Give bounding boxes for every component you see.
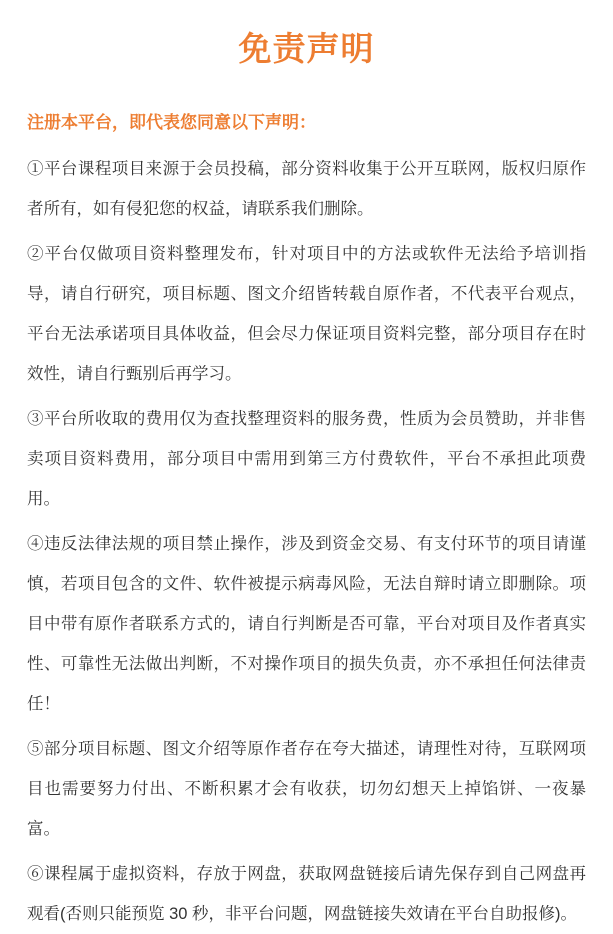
disclaimer-item-3: ③平台所收取的费用仅为查找整理资料的服务费，性质为会员赞助，并非售卖项目资料费用，部分项目中需用到第三方付费软件，平台不承担此项费用。 (27, 410, 586, 508)
intro-statement: 注册本平台，即代表您同意以下声明： (27, 113, 316, 132)
page-title: 免责声明 (238, 30, 375, 67)
disclaimer-item-4: ④违反法律法规的项目禁止操作，涉及到资金交易、有支付环节的项目请谨慎，若项目包含的文件、软件被提示病毒风险，无法自辩时请立即删除。项目中带有原作者联系方式的，请自行判断是否可靠，平台对项目及作者真实性、可靠性无法做出判断，不对操作项目的损失负责，亦不承担任何法律责任！ (27, 535, 586, 713)
disclaimer-document (0, 30, 613, 923)
disclaimer-item-2: ②平台仅做项目资料整理发布，针对项目中的方法或软件无法给予培训指导，请自行研究，项目标题、图文介绍皆转载自原作者，不代表平台观点，平台无法承诺项目具体收益，但会尽力保证项目资料完整，部分项目存在时效性，请自行甄别后再学习。 (27, 245, 586, 383)
disclaimer-item-6: ⑥课程属于虚拟资料，存放于网盘，获取网盘链接后请先保存到自己网盘再观看(否则只能预览 30 秒，非平台问题，网盘链接失效请在平台自助报修)。 (27, 865, 586, 923)
disclaimer-item-1: ①平台课程项目来源于会员投稿，部分资料收集于公开互联网，版权归原作者所有，如有侵犯您的权益，请联系我们删除。 (27, 160, 586, 218)
disclaimer-item-5: ⑤部分项目标题、图文介绍等原作者存在夸大描述，请理性对待，互联网项目也需要努力付出、不断积累才会有收获，切勿幻想天上掉馅饼、一夜暴富。 (27, 740, 586, 838)
